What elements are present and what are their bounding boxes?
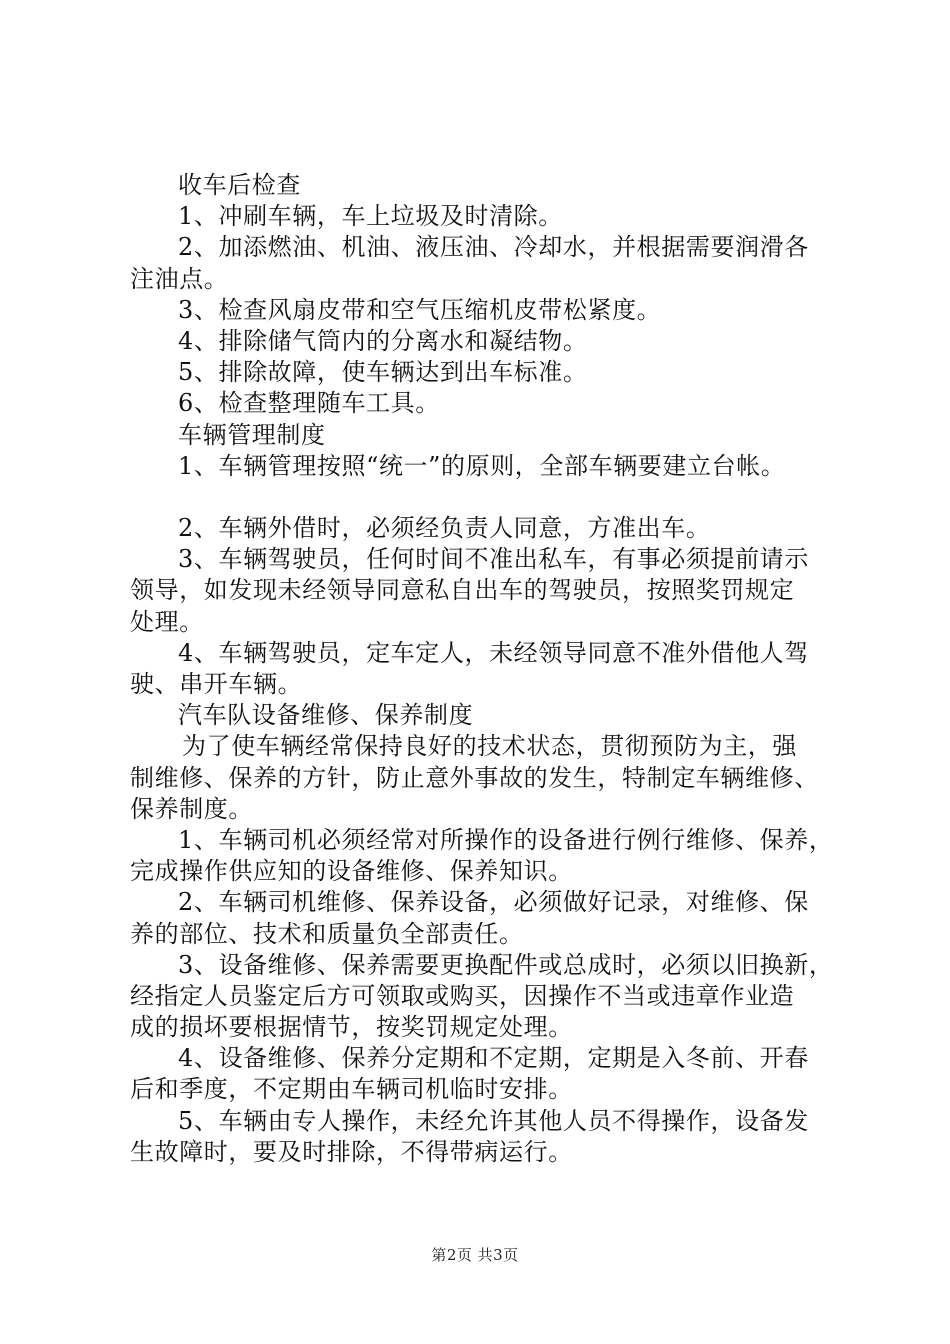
paragraph-line: 后和季度，不定期由车辆司机临时安排。 bbox=[130, 1075, 573, 1104]
paragraph-line: 4、设备维修、保养分定期和不定期，定期是入冬前、开春 bbox=[178, 1044, 809, 1073]
paragraph-line: 3、车辆驾驶员，任何时间不准出私车，有事必须提前请示 bbox=[178, 545, 809, 574]
paragraph-line: 1、车辆司机必须经常对所操作的设备进行例行维修、保养， bbox=[178, 825, 834, 854]
paragraph-line: 6、检查整理随车工具。 bbox=[178, 389, 440, 418]
paragraph-line: 注油点。 bbox=[130, 264, 229, 293]
paragraph-line: 为了使车辆经常保持良好的技术状态，贯彻预防为主，强 bbox=[182, 732, 797, 761]
document-body bbox=[130, 170, 834, 1168]
blank-line bbox=[130, 482, 830, 513]
paragraph-line: 5、排除故障，使车辆达到出车标准。 bbox=[178, 358, 588, 387]
page-footer: 第2页 共3页 bbox=[431, 1246, 519, 1264]
paragraph-line: 制维修、保养的方针，防止意外事故的发生，特制定车辆维修、 bbox=[130, 763, 819, 792]
paragraph-line: 3、设备维修、保养需要更换配件或总成时，必须以旧换新， bbox=[178, 950, 834, 979]
paragraph-line: 经指定人员鉴定后方可领取或购买，因操作不当或违章作业造 bbox=[130, 981, 795, 1010]
section-heading: 收车后检查 bbox=[178, 171, 301, 199]
paragraph-line: 2、加添燃油、机油、液压油、冷却水，并根据需要润滑各 bbox=[178, 233, 809, 262]
paragraph-line: 驶、串开车辆。 bbox=[130, 670, 303, 698]
paragraph-line: 保养制度。 bbox=[130, 794, 253, 823]
paragraph-line: 领导，如发现未经领导同意私自出车的驾驶员，按照奖罚规定 bbox=[130, 576, 795, 605]
section-heading: 车辆管理制度 bbox=[178, 420, 326, 449]
paragraph-line: 1、车辆管理按照“统一”的原则，全部车辆要建立台帐。 bbox=[178, 451, 786, 480]
paragraph-line: 2、车辆外借时，必须经负责人同意，方准出车。 bbox=[178, 514, 711, 543]
paragraph-line: 4、排除储气筒内的分离水和凝结物。 bbox=[178, 326, 588, 355]
paragraph-line: 生故障时，要及时排除，不得带病运行。 bbox=[130, 1137, 573, 1166]
paragraph-line: 成的损坏要根据情节，按奖罚规定处理。 bbox=[130, 1013, 573, 1042]
paragraph-line: 完成操作供应知的设备维修、保养知识。 bbox=[130, 857, 573, 886]
paragraph-line: 4、车辆驾驶员，定车定人，未经领导同意不准外借他人驾 bbox=[178, 638, 809, 667]
paragraph-line: 1、冲刷车辆，车上垃圾及时清除。 bbox=[178, 202, 563, 231]
paragraph-line: 处理。 bbox=[130, 607, 204, 636]
paragraph-line: 5、车辆由专人操作，未经允许其他人员不得操作，设备发 bbox=[178, 1106, 809, 1135]
section-heading: 汽车队设备维修、保养制度 bbox=[178, 701, 474, 730]
paragraph-line: 2、车辆司机维修、保养设备，必须做好记录，对维修、保 bbox=[178, 888, 809, 917]
paragraph-line: 3、检查风扇皮带和空气压缩机皮带松紧度。 bbox=[178, 295, 662, 324]
paragraph-line: 养的部位、技术和质量负全部责任。 bbox=[130, 919, 524, 948]
